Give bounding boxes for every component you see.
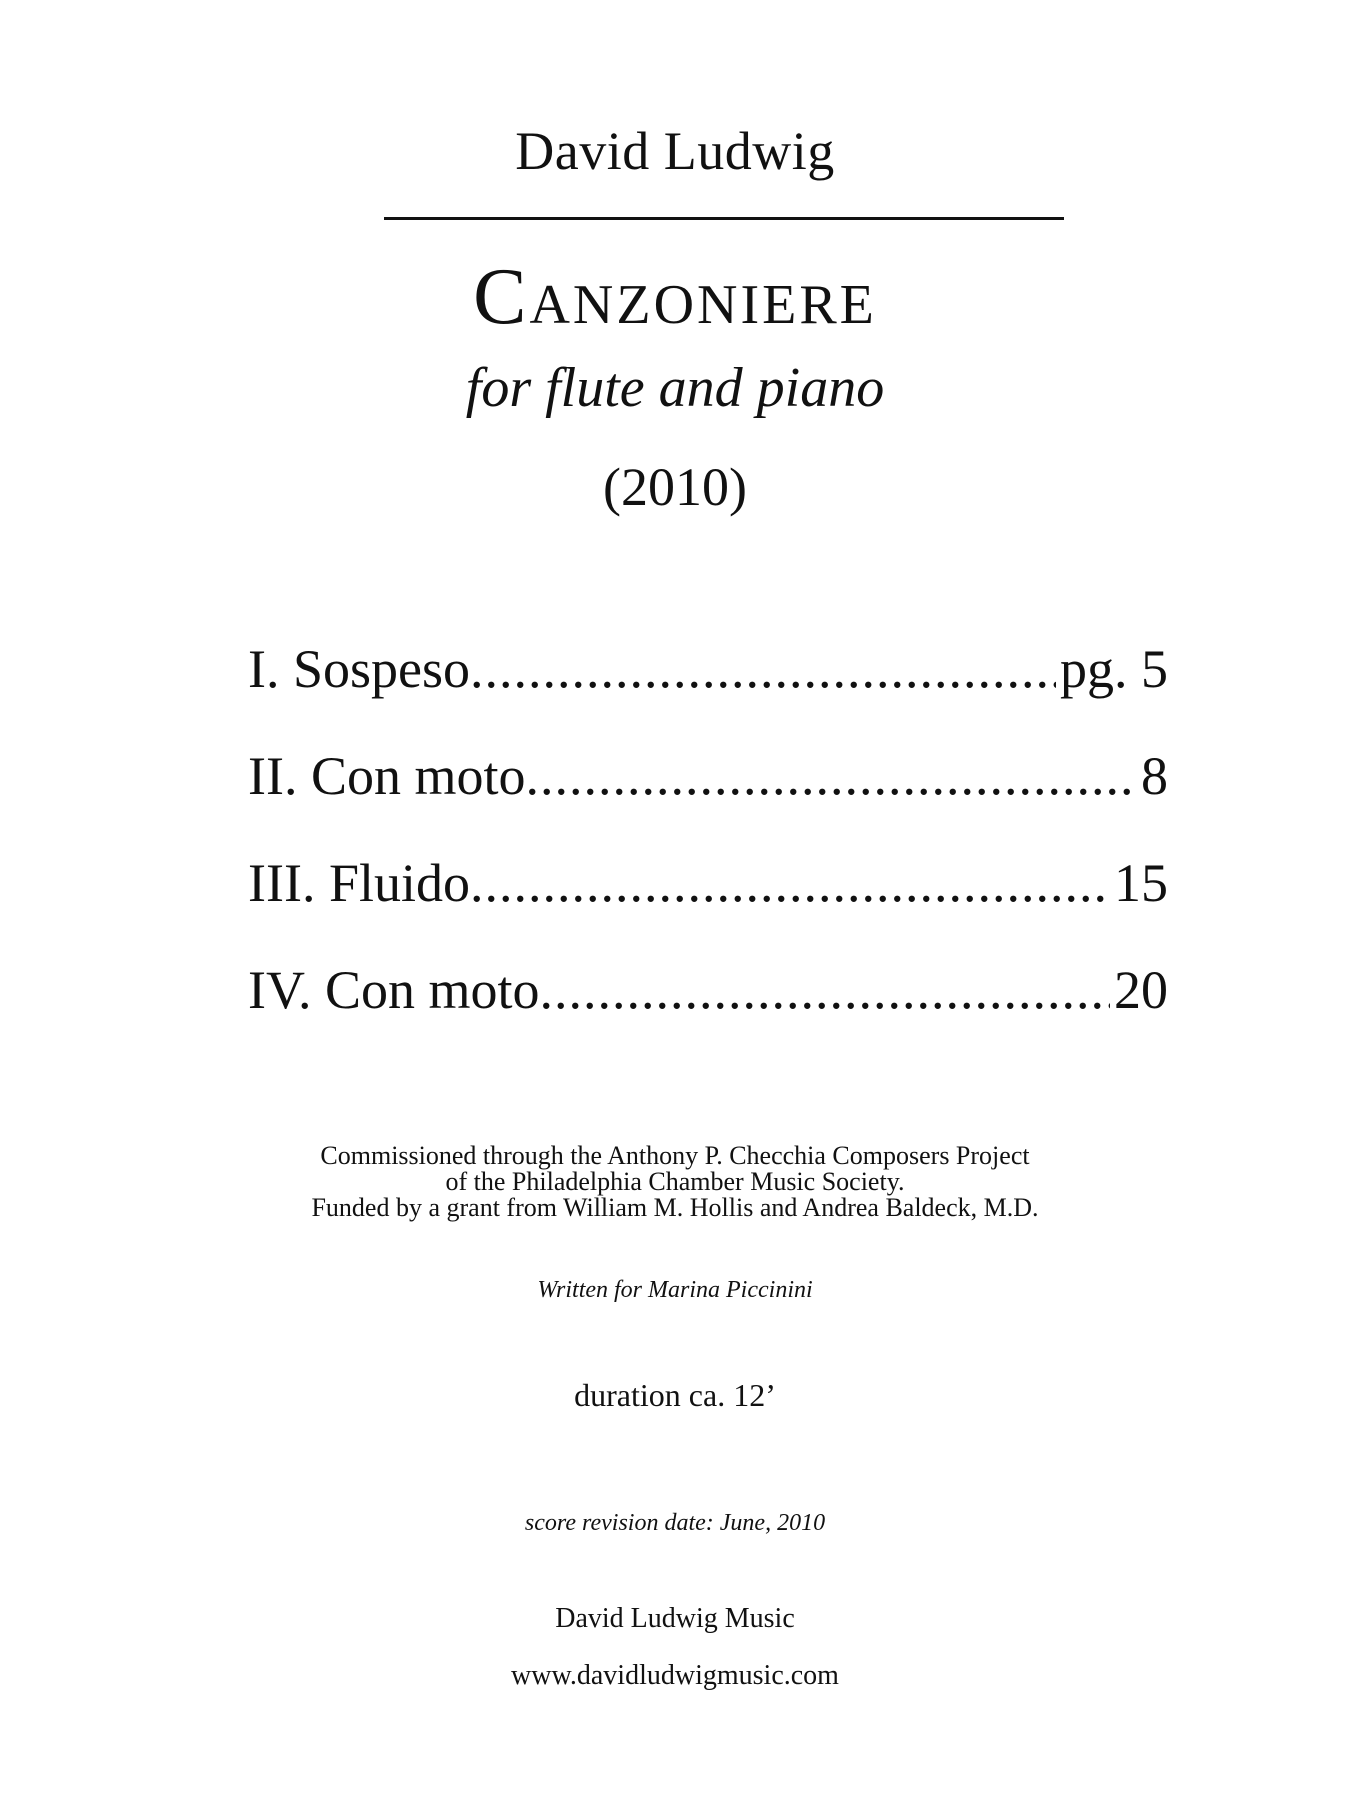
- toc-entry: [248, 638, 1168, 745]
- instrumentation-subtitle: for flute and piano: [465, 357, 885, 419]
- movement-page: 20: [1114, 960, 1168, 1020]
- duration: duration ca. 12’: [574, 1377, 776, 1413]
- movement-title: I. Sospeso: [248, 639, 471, 699]
- title-divider: [384, 217, 1064, 220]
- table-of-contents: [248, 638, 1168, 1066]
- dot-leader: [470, 638, 1056, 700]
- commission-line: Commissioned through the Anthony P. Checchia Composers Project: [320, 1141, 1030, 1170]
- dedication: Written for Marina Piccinini: [537, 1277, 813, 1303]
- movement-title: IV. Con moto: [248, 960, 540, 1020]
- dot-leader: [470, 852, 1110, 914]
- toc-entry: [248, 852, 1168, 959]
- composer-name: David Ludwig: [515, 121, 835, 181]
- composition-year: (2010): [603, 457, 747, 517]
- movement-page: pg. 5: [1060, 639, 1168, 699]
- movement-title: II. Con moto: [248, 746, 526, 806]
- toc-entry: [248, 959, 1168, 1066]
- movement-page: 8: [1141, 746, 1168, 806]
- revision-date: score revision date: June, 2010: [524, 1510, 826, 1536]
- movement-title: III. Fluido: [248, 853, 470, 913]
- commission-line: of the Philadelphia Chamber Music Society.: [445, 1167, 905, 1196]
- commission-line: Funded by a grant from William M. Hollis and Andrea Baldeck, M.D.: [311, 1193, 1039, 1222]
- publisher-website: www.davidludwigmusic.com: [511, 1660, 839, 1691]
- publisher-name: David Ludwig Music: [555, 1603, 795, 1634]
- toc-entry: [248, 745, 1168, 852]
- dot-leader: [540, 959, 1110, 1021]
- movement-page: 15: [1114, 853, 1168, 913]
- dot-leader: [526, 745, 1138, 807]
- commission-note: [0, 1143, 1350, 1221]
- work-title: Canzoniere: [473, 253, 877, 341]
